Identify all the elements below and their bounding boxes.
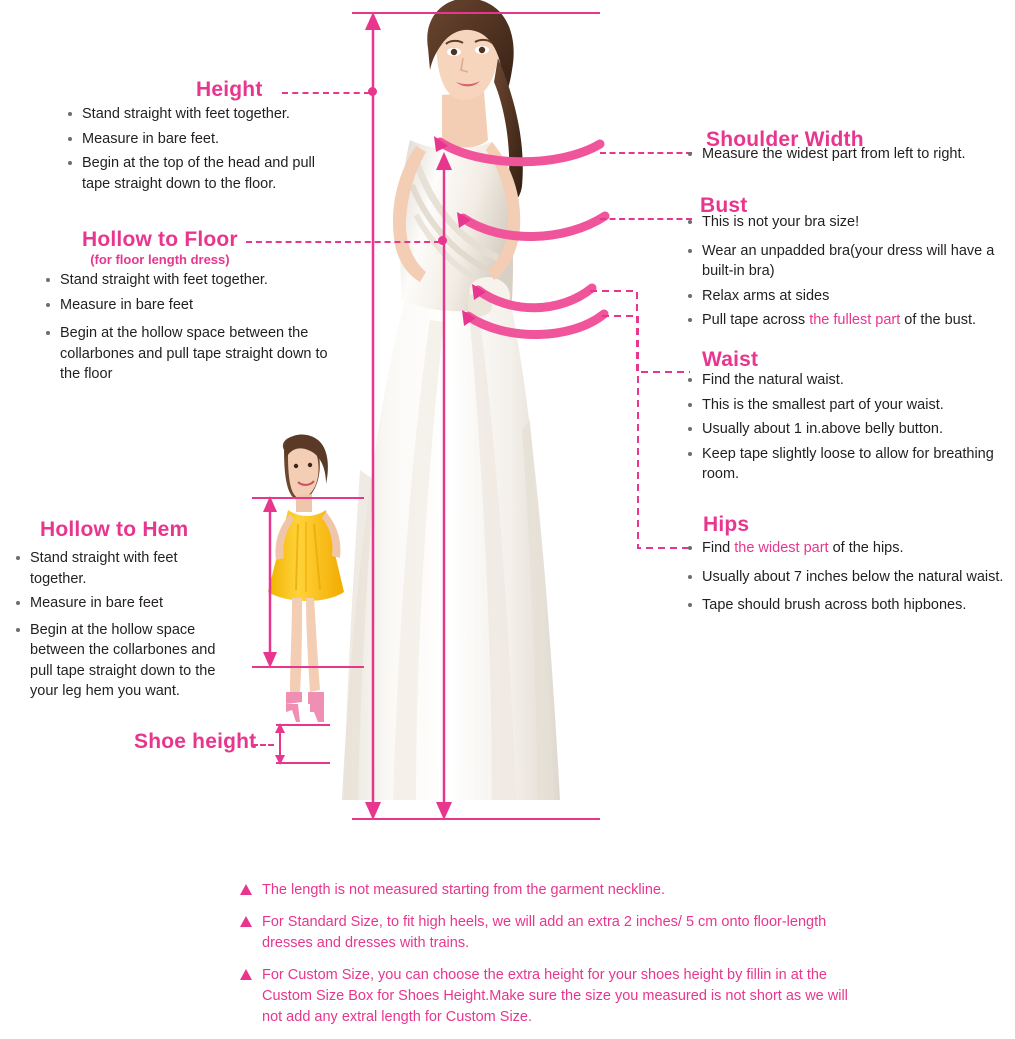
list-item: Tape should brush across both hipbones. xyxy=(686,595,1004,616)
list-item: Begin at the hollow space between the collarbones and pull tape straight down to the your leg hem you want. xyxy=(14,620,236,702)
height-bottom-line xyxy=(352,818,600,820)
warning-triangle-icon xyxy=(240,916,252,927)
waist-bullets xyxy=(686,370,1002,489)
hollow-to-hem-bullets xyxy=(14,548,236,706)
list-item xyxy=(686,310,1014,331)
list-item: Relax arms at sides xyxy=(686,286,1014,307)
note-text: For Standard Size, to fit high heels, we will add an extra 2 inches/ 5 cm onto floor-length dresses and dresses with trains. xyxy=(262,914,827,952)
height-heading: Height xyxy=(196,78,263,101)
note-item xyxy=(240,880,860,901)
shoe-height-arrow xyxy=(272,722,288,766)
hips-first-post: of the hips. xyxy=(828,540,904,556)
hollow-to-floor-bullets xyxy=(44,270,332,389)
bust-last-post: of the bust. xyxy=(900,312,977,329)
list-item: Measure the widest part from left to right. xyxy=(686,144,1008,165)
list-item: Stand straight with feet together. xyxy=(66,104,346,125)
list-item: Measure in bare feet. xyxy=(66,129,346,150)
waist-section xyxy=(702,348,758,372)
list-item: Find the natural waist. xyxy=(686,370,1002,391)
list-item: This is the smallest part of your waist. xyxy=(686,395,1002,416)
shoulder-width-bullets xyxy=(686,144,1008,169)
bust-bullets xyxy=(686,212,1014,335)
hips-heading: Hips xyxy=(703,513,750,536)
list-item: Usually about 7 inches below the natural waist. xyxy=(686,567,1004,588)
warning-triangle-icon xyxy=(240,969,252,980)
list-item: Keep tape slightly loose to allow for breathing room. xyxy=(686,444,1002,485)
hips-section xyxy=(703,513,749,537)
height-section xyxy=(196,78,263,102)
note-text: The length is not measured starting from the garment neckline. xyxy=(262,882,665,898)
hollow-to-hem-arrow xyxy=(259,494,281,672)
hollow-to-floor-label-connector xyxy=(246,241,440,243)
hips-first-highlight: the widest part xyxy=(734,540,829,556)
waist-heading: Waist xyxy=(702,348,759,371)
height-label-connector xyxy=(282,92,370,94)
bust-last-pre: Pull tape across xyxy=(702,312,810,329)
hollow-to-floor-arrow xyxy=(431,150,457,824)
list-item: Begin at the hollow space between the collarbones and pull tape straight down to the floor xyxy=(44,323,332,385)
shoulder-width-band xyxy=(430,132,610,178)
list-item: Usually about 1 in.above belly button. xyxy=(686,419,1002,440)
shoe-height-section xyxy=(134,730,256,754)
bust-band xyxy=(455,208,615,252)
hollow-to-floor-heading: Hollow to Floor xyxy=(82,228,238,251)
height-top-line xyxy=(352,12,600,14)
warning-triangle-icon xyxy=(240,884,252,895)
height-bullets xyxy=(66,104,346,198)
hips-band xyxy=(460,308,610,352)
shoulder-label-connector xyxy=(600,152,692,154)
hips-bullets xyxy=(686,538,1004,620)
hips-first-pre: Find xyxy=(702,540,735,556)
list-item: Measure in bare feet xyxy=(14,593,236,614)
note-item xyxy=(240,912,860,954)
notes-block xyxy=(240,880,860,1035)
height-arrow xyxy=(360,8,386,824)
note-item xyxy=(240,965,860,1028)
hips-label-connector xyxy=(598,312,698,554)
hollow-to-floor-section xyxy=(82,228,238,267)
list-item xyxy=(686,538,1004,559)
note-text: For Custom Size, you can choose the extra height for your shoes height by fillin in at the Custom Size Box for Shoes Height.Make sure the size you measured is not short as we will not add any extral length for Custom Size. xyxy=(262,967,848,1026)
list-item: Stand straight with feet together. xyxy=(14,548,236,589)
list-item: Wear an unpadded bra(your dress will have a built-in bra) xyxy=(686,241,1014,282)
list-item: Begin at the top of the head and pull tape straight down to the floor. xyxy=(66,153,346,194)
bust-heading: Bust xyxy=(700,194,748,217)
list-item: Stand straight with feet together. xyxy=(44,270,332,291)
list-item: This is not your bra size! xyxy=(686,212,1014,233)
hollow-to-hem-section xyxy=(40,518,188,542)
list-item: Measure in bare feet xyxy=(44,295,332,316)
bust-label-connector xyxy=(600,218,692,220)
bust-last-highlight: the fullest part xyxy=(809,312,901,329)
hollow-to-hem-heading: Hollow to Hem xyxy=(40,518,189,541)
hollow-to-floor-subheading: (for floor length dress) xyxy=(90,252,230,267)
shoe-height-heading: Shoe height xyxy=(134,730,257,753)
shoulder-width-heading: Shoulder Width xyxy=(706,128,864,151)
